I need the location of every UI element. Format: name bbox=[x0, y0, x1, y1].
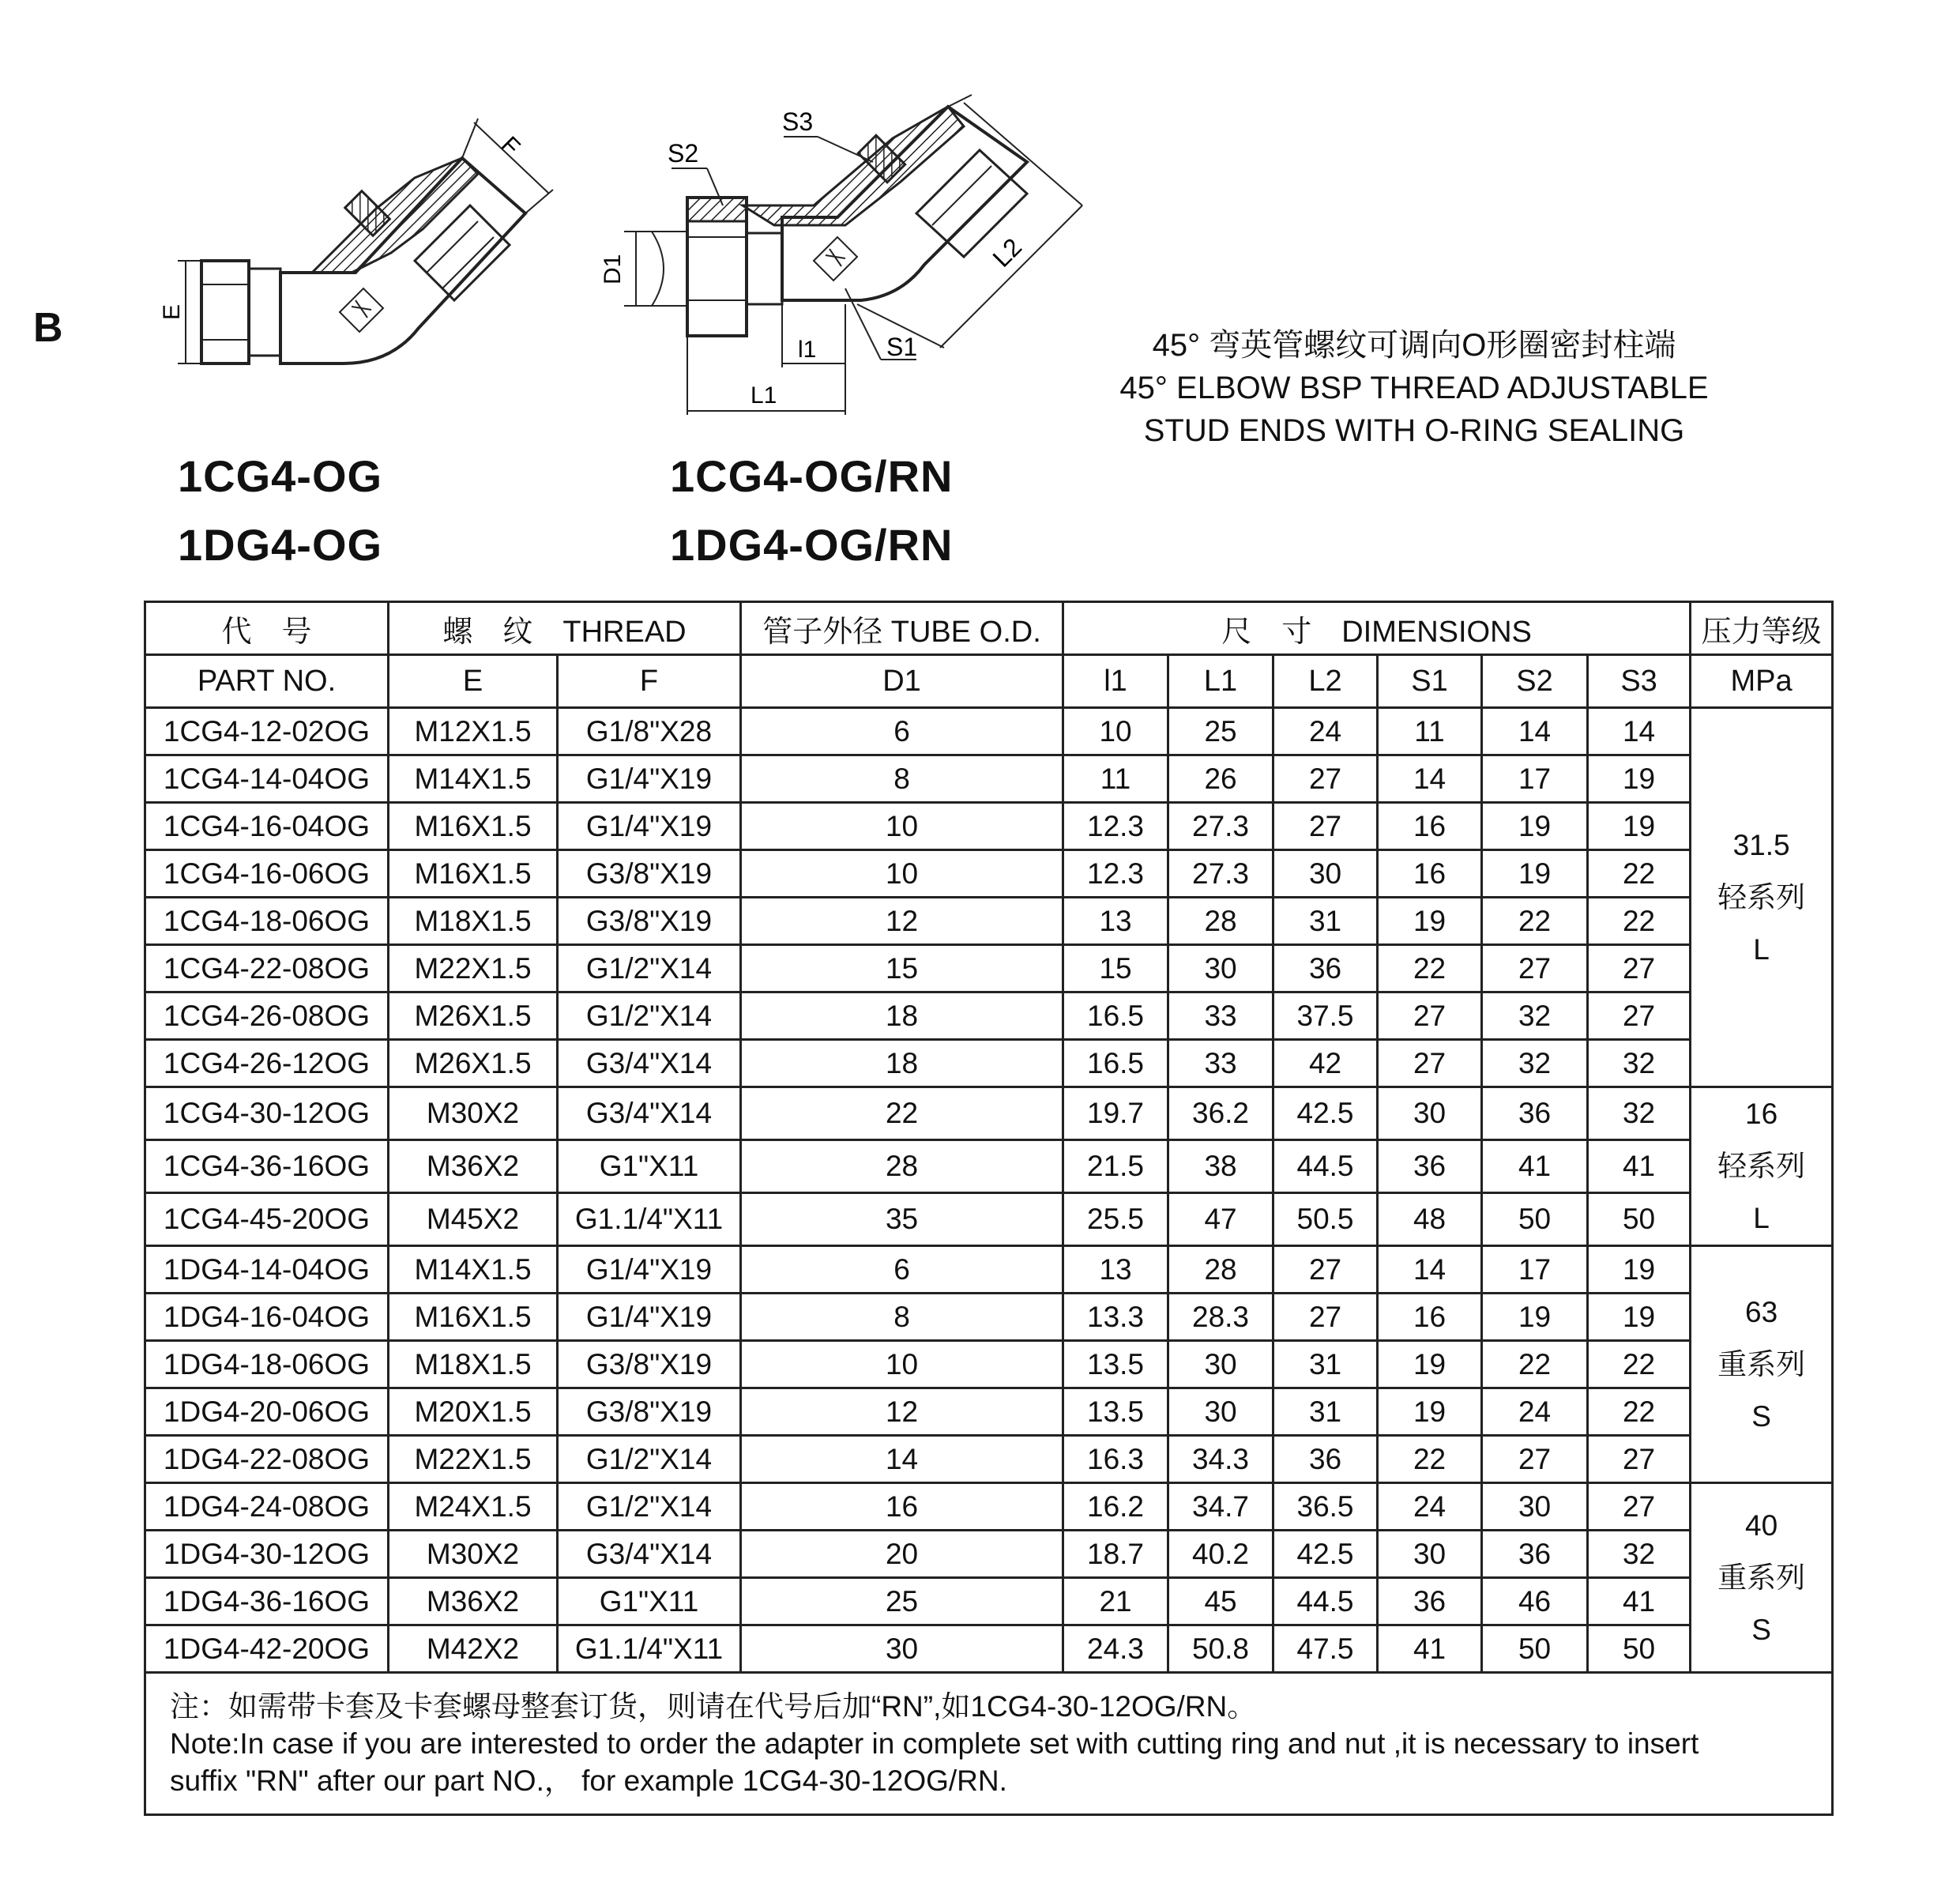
cell-dim-s3: 32 bbox=[1588, 1087, 1691, 1140]
cell-dim-l1: 40.2 bbox=[1168, 1531, 1273, 1578]
cell-dim-l1: 47 bbox=[1168, 1193, 1273, 1246]
cell-dim-s2: 41 bbox=[1482, 1140, 1588, 1193]
header-f: F bbox=[558, 655, 741, 708]
cell-tube-d1: 22 bbox=[741, 1087, 1063, 1140]
header-s3: S3 bbox=[1588, 655, 1691, 708]
label-s1: S1 bbox=[886, 333, 918, 361]
table-row bbox=[145, 898, 1833, 945]
label-l2: L2 bbox=[987, 232, 1028, 273]
cell-part-no: 1CG4-16-06OG bbox=[145, 850, 389, 898]
cell-dim-l1-small: 10 bbox=[1063, 708, 1168, 755]
header-l1-small: l1 bbox=[1063, 655, 1168, 708]
table-row bbox=[145, 755, 1833, 803]
cell-dim-s3: 32 bbox=[1588, 1531, 1691, 1578]
pressure-code: L bbox=[1753, 932, 1770, 966]
cell-dim-s2: 27 bbox=[1482, 1436, 1588, 1483]
cell-dim-l2: 42 bbox=[1273, 1040, 1378, 1087]
cell-dim-l1-small: 16.5 bbox=[1063, 1040, 1168, 1087]
cell-dim-l1-small: 12.3 bbox=[1063, 803, 1168, 850]
cell-part-no: 1DG4-30-12OG bbox=[145, 1531, 389, 1578]
cell-dim-l2: 31 bbox=[1273, 898, 1378, 945]
cell-thread-e: M42X2 bbox=[389, 1625, 558, 1673]
cell-thread-f: G1.1/4"X11 bbox=[558, 1193, 741, 1246]
table-row bbox=[145, 1294, 1833, 1341]
header-s1: S1 bbox=[1378, 655, 1482, 708]
cell-dim-s1: 36 bbox=[1378, 1578, 1482, 1625]
cell-part-no: 1DG4-16-04OG bbox=[145, 1294, 389, 1341]
cell-tube-d1: 18 bbox=[741, 992, 1063, 1040]
cell-dim-s2: 30 bbox=[1482, 1483, 1588, 1531]
cell-part-no: 1CG4-12-02OG bbox=[145, 708, 389, 755]
cell-dim-s1: 14 bbox=[1378, 755, 1482, 803]
table-row bbox=[145, 803, 1833, 850]
pressure-series: 重系列 bbox=[1717, 1347, 1806, 1380]
cell-thread-f: G3/8"X19 bbox=[558, 898, 741, 945]
cell-thread-f: G1/4"X19 bbox=[558, 803, 741, 850]
cell-dim-s2: 36 bbox=[1482, 1531, 1588, 1578]
cell-dim-l2: 36 bbox=[1273, 1436, 1378, 1483]
cell-dim-l2: 42.5 bbox=[1273, 1531, 1378, 1578]
cell-thread-e: M22X1.5 bbox=[389, 945, 558, 992]
cell-dim-l1-small: 13 bbox=[1063, 1246, 1168, 1294]
cell-dim-s3: 50 bbox=[1588, 1625, 1691, 1673]
cell-dim-s2: 19 bbox=[1482, 1294, 1588, 1341]
cell-thread-e: M16X1.5 bbox=[389, 1294, 558, 1341]
description-en-line1: 45° ELBOW BSP THREAD ADJUSTABLE bbox=[1119, 371, 1709, 405]
cell-dim-l1: 30 bbox=[1168, 945, 1273, 992]
pressure-value: 31.5 bbox=[1732, 828, 1790, 861]
cell-thread-e: M45X2 bbox=[389, 1193, 558, 1246]
cell-dim-l1: 33 bbox=[1168, 992, 1273, 1040]
cell-thread-f: G3/4"X14 bbox=[558, 1040, 741, 1087]
pressure-group bbox=[1691, 708, 1833, 1087]
label-f: F bbox=[496, 131, 525, 160]
cell-tube-d1: 16 bbox=[741, 1483, 1063, 1531]
cell-thread-e: M14X1.5 bbox=[389, 1246, 558, 1294]
table-row bbox=[145, 945, 1833, 992]
header-row-2 bbox=[145, 655, 1833, 708]
cell-dim-s3: 22 bbox=[1588, 1341, 1691, 1388]
cell-dim-s2: 22 bbox=[1482, 898, 1588, 945]
cell-thread-e: M30X2 bbox=[389, 1531, 558, 1578]
cell-dim-s1: 16 bbox=[1378, 850, 1482, 898]
cell-dim-s3: 50 bbox=[1588, 1193, 1691, 1246]
cell-dim-s2: 46 bbox=[1482, 1578, 1588, 1625]
cell-part-no: 1CG4-26-12OG bbox=[145, 1040, 389, 1087]
header-part-no: PART NO. bbox=[145, 655, 389, 708]
cell-dim-l1: 28.3 bbox=[1168, 1294, 1273, 1341]
pressure-value: 40 bbox=[1745, 1508, 1778, 1542]
label-l1-small: l1 bbox=[798, 337, 817, 363]
cell-thread-f: G1/2"X14 bbox=[558, 945, 741, 992]
cell-dim-l1: 30 bbox=[1168, 1341, 1273, 1388]
label-s2: S2 bbox=[668, 139, 699, 168]
section-letter: B bbox=[33, 305, 63, 351]
pressure-code: L bbox=[1753, 1202, 1770, 1234]
cell-dim-l2: 24 bbox=[1273, 708, 1378, 755]
table-row bbox=[145, 1140, 1833, 1193]
cell-dim-l1: 27.3 bbox=[1168, 850, 1273, 898]
cell-part-no: 1DG4-36-16OG bbox=[145, 1578, 389, 1625]
pressure-series: 轻系列 bbox=[1717, 1150, 1806, 1182]
cell-dim-l2: 30 bbox=[1273, 850, 1378, 898]
cell-dim-s1: 24 bbox=[1378, 1483, 1482, 1531]
note-row bbox=[145, 1673, 1833, 1815]
cell-thread-f: G1/4"X19 bbox=[558, 755, 741, 803]
cell-thread-e: M14X1.5 bbox=[389, 755, 558, 803]
header-l1: L1 bbox=[1168, 655, 1273, 708]
label-s3: S3 bbox=[782, 107, 814, 136]
cell-dim-l1-small: 16.5 bbox=[1063, 992, 1168, 1040]
cell-dim-l1-small: 13.5 bbox=[1063, 1388, 1168, 1436]
cell-thread-e: M24X1.5 bbox=[389, 1483, 558, 1531]
cell-dim-l2: 36 bbox=[1273, 945, 1378, 992]
cell-dim-s3: 19 bbox=[1588, 755, 1691, 803]
cell-dim-l2: 27 bbox=[1273, 803, 1378, 850]
cell-dim-l2: 44.5 bbox=[1273, 1140, 1378, 1193]
label-e: E bbox=[159, 303, 185, 320]
cell-dim-s2: 50 bbox=[1482, 1193, 1588, 1246]
cell-dim-s2: 27 bbox=[1482, 945, 1588, 992]
cell-dim-l1-small: 18.7 bbox=[1063, 1531, 1168, 1578]
table-row bbox=[145, 1483, 1833, 1531]
cell-dim-s3: 19 bbox=[1588, 1246, 1691, 1294]
cell-tube-d1: 15 bbox=[741, 945, 1063, 992]
label-d1: D1 bbox=[600, 254, 626, 284]
cell-dim-l1-small: 16.3 bbox=[1063, 1436, 1168, 1483]
table-row bbox=[145, 708, 1833, 755]
cell-dim-l1: 28 bbox=[1168, 1246, 1273, 1294]
table-row bbox=[145, 1625, 1833, 1673]
cell-thread-f: G3/8"X19 bbox=[558, 1341, 741, 1388]
cell-dim-l1: 30 bbox=[1168, 1388, 1273, 1436]
note-zh: 注：如需带卡套及卡套螺母整套订货，则请在代号后加“RN”,如1CG4-30-12OG/RN。 bbox=[170, 1690, 1257, 1723]
header-dimensions: 尺 寸 DIMENSIONS bbox=[1063, 602, 1691, 655]
cell-thread-e: M26X1.5 bbox=[389, 992, 558, 1040]
pressure-code: S bbox=[1751, 1613, 1771, 1646]
table-row bbox=[145, 992, 1833, 1040]
cell-tube-d1: 8 bbox=[741, 755, 1063, 803]
pressure-code: S bbox=[1751, 1399, 1771, 1433]
header-l2: L2 bbox=[1273, 655, 1378, 708]
cell-dim-l1-small: 13 bbox=[1063, 898, 1168, 945]
cell-tube-d1: 20 bbox=[741, 1531, 1063, 1578]
cell-dim-l1: 36.2 bbox=[1168, 1087, 1273, 1140]
cell-dim-l2: 50.5 bbox=[1273, 1193, 1378, 1246]
cell-thread-e: M26X1.5 bbox=[389, 1040, 558, 1087]
cell-thread-f: G1/8"X28 bbox=[558, 708, 741, 755]
cell-thread-e: M36X2 bbox=[389, 1140, 558, 1193]
cell-dim-l2: 27 bbox=[1273, 1294, 1378, 1341]
table-row bbox=[145, 1246, 1833, 1294]
pressure-series: 重系列 bbox=[1717, 1561, 1806, 1594]
cell-dim-s3: 27 bbox=[1588, 1436, 1691, 1483]
cell-dim-s3: 14 bbox=[1588, 708, 1691, 755]
cell-dim-s2: 14 bbox=[1482, 708, 1588, 755]
cell-dim-l2: 31 bbox=[1273, 1341, 1378, 1388]
cell-dim-l1-small: 24.3 bbox=[1063, 1625, 1168, 1673]
cell-dim-l1: 38 bbox=[1168, 1140, 1273, 1193]
cell-dim-s2: 32 bbox=[1482, 1040, 1588, 1087]
cell-thread-e: M18X1.5 bbox=[389, 898, 558, 945]
cell-dim-l1-small: 13.3 bbox=[1063, 1294, 1168, 1341]
table-row bbox=[145, 1388, 1833, 1436]
cell-dim-l1: 27.3 bbox=[1168, 803, 1273, 850]
cell-thread-f: G1"X11 bbox=[558, 1578, 741, 1625]
pressure-group bbox=[1691, 1483, 1833, 1673]
cell-part-no: 1CG4-26-08OG bbox=[145, 992, 389, 1040]
cell-dim-l2: 44.5 bbox=[1273, 1578, 1378, 1625]
cell-dim-l1-small: 12.3 bbox=[1063, 850, 1168, 898]
cell-tube-d1: 25 bbox=[741, 1578, 1063, 1625]
table-row bbox=[145, 1578, 1833, 1625]
cell-dim-s3: 27 bbox=[1588, 945, 1691, 992]
header-mpa: MPa bbox=[1691, 655, 1833, 708]
cell-dim-s3: 22 bbox=[1588, 850, 1691, 898]
cell-dim-s1: 14 bbox=[1378, 1246, 1482, 1294]
cell-dim-l2: 27 bbox=[1273, 755, 1378, 803]
cell-dim-l1: 26 bbox=[1168, 755, 1273, 803]
cell-tube-d1: 14 bbox=[741, 1436, 1063, 1483]
cell-tube-d1: 12 bbox=[741, 1388, 1063, 1436]
cell-tube-d1: 12 bbox=[741, 898, 1063, 945]
cell-dim-l2: 37.5 bbox=[1273, 992, 1378, 1040]
model-1dg4-og: 1DG4-OG bbox=[178, 520, 383, 570]
cell-dim-l1-small: 11 bbox=[1063, 755, 1168, 803]
cell-dim-s1: 48 bbox=[1378, 1193, 1482, 1246]
table-row bbox=[145, 1531, 1833, 1578]
cell-thread-f: G1.1/4"X11 bbox=[558, 1625, 741, 1673]
cell-part-no: 1CG4-16-04OG bbox=[145, 803, 389, 850]
cell-dim-s3: 41 bbox=[1588, 1578, 1691, 1625]
drawing-elbow-og-rn bbox=[577, 75, 1114, 427]
cell-dim-l1-small: 21 bbox=[1063, 1578, 1168, 1625]
description-zh: 45° 弯英管螺纹可调向O形圈密封柱端 bbox=[1152, 328, 1676, 363]
table-row bbox=[145, 1193, 1833, 1246]
cell-tube-d1: 6 bbox=[741, 1246, 1063, 1294]
cell-dim-l1-small: 25.5 bbox=[1063, 1193, 1168, 1246]
cell-dim-s3: 22 bbox=[1588, 1388, 1691, 1436]
cell-dim-l1: 34.7 bbox=[1168, 1483, 1273, 1531]
cell-dim-s1: 30 bbox=[1378, 1087, 1482, 1140]
cell-thread-e: M20X1.5 bbox=[389, 1388, 558, 1436]
cell-dim-s2: 19 bbox=[1482, 850, 1588, 898]
cell-thread-e: M16X1.5 bbox=[389, 803, 558, 850]
cell-dim-l2: 47.5 bbox=[1273, 1625, 1378, 1673]
cell-tube-d1: 35 bbox=[741, 1193, 1063, 1246]
table-row bbox=[145, 1040, 1833, 1087]
note-en-line2: suffix "RN" after our part NO.， for example 1CG4-30-12OG/RN. bbox=[170, 1765, 1007, 1797]
cell-dim-l2: 31 bbox=[1273, 1388, 1378, 1436]
pressure-value: 16 bbox=[1745, 1098, 1778, 1130]
cell-tube-d1: 10 bbox=[741, 850, 1063, 898]
cell-dim-l1: 34.3 bbox=[1168, 1436, 1273, 1483]
table-row bbox=[145, 1341, 1833, 1388]
pressure-group bbox=[1691, 1087, 1833, 1246]
cell-part-no: 1CG4-30-12OG bbox=[145, 1087, 389, 1140]
pressure-group bbox=[1691, 1246, 1833, 1483]
cell-dim-s3: 27 bbox=[1588, 992, 1691, 1040]
cell-part-no: 1CG4-36-16OG bbox=[145, 1140, 389, 1193]
cell-dim-s1: 30 bbox=[1378, 1531, 1482, 1578]
cell-dim-s1: 27 bbox=[1378, 1040, 1482, 1087]
cell-dim-s1: 27 bbox=[1378, 992, 1482, 1040]
cell-dim-l1-small: 15 bbox=[1063, 945, 1168, 992]
cell-dim-s1: 16 bbox=[1378, 1294, 1482, 1341]
cell-dim-l1: 25 bbox=[1168, 708, 1273, 755]
cell-thread-f: G1/4"X19 bbox=[558, 1246, 741, 1294]
cell-dim-l2: 27 bbox=[1273, 1246, 1378, 1294]
cell-thread-e: M16X1.5 bbox=[389, 850, 558, 898]
cell-thread-e: M18X1.5 bbox=[389, 1341, 558, 1388]
cell-part-no: 1CG4-45-20OG bbox=[145, 1193, 389, 1246]
cell-thread-e: M22X1.5 bbox=[389, 1436, 558, 1483]
cell-dim-s1: 41 bbox=[1378, 1625, 1482, 1673]
cell-dim-l1-small: 19.7 bbox=[1063, 1087, 1168, 1140]
header-row-1 bbox=[145, 602, 1833, 655]
description-en-line2: STUD ENDS WITH O-RING SEALING bbox=[1143, 413, 1685, 448]
note-en-line1: Note:In case if you are interested to order the adapter in complete set with cutting ring and nut ,it is necessary to insert bbox=[170, 1727, 1699, 1760]
cell-part-no: 1CG4-14-04OG bbox=[145, 755, 389, 803]
cell-tube-d1: 6 bbox=[741, 708, 1063, 755]
cell-dim-s3: 41 bbox=[1588, 1140, 1691, 1193]
cell-dim-l1: 33 bbox=[1168, 1040, 1273, 1087]
cell-thread-e: M36X2 bbox=[389, 1578, 558, 1625]
cell-thread-f: G1/2"X14 bbox=[558, 1483, 741, 1531]
header-s2: S2 bbox=[1482, 655, 1588, 708]
cell-dim-s1: 36 bbox=[1378, 1140, 1482, 1193]
model-1cg4-og: 1CG4-OG bbox=[178, 451, 383, 501]
cell-dim-s3: 19 bbox=[1588, 803, 1691, 850]
cell-dim-s1: 22 bbox=[1378, 945, 1482, 992]
cell-thread-e: M30X2 bbox=[389, 1087, 558, 1140]
cell-dim-s3: 22 bbox=[1588, 898, 1691, 945]
cell-tube-d1: 8 bbox=[741, 1294, 1063, 1341]
cell-tube-d1: 10 bbox=[741, 1341, 1063, 1388]
cell-tube-d1: 30 bbox=[741, 1625, 1063, 1673]
header-d1: D1 bbox=[741, 655, 1063, 708]
header-pressure: 压力等级 bbox=[1691, 602, 1833, 655]
cell-dim-s3: 32 bbox=[1588, 1040, 1691, 1087]
cell-thread-f: G1/2"X14 bbox=[558, 992, 741, 1040]
cell-part-no: 1DG4-22-08OG bbox=[145, 1436, 389, 1483]
cell-dim-l1-small: 21.5 bbox=[1063, 1140, 1168, 1193]
cell-part-no: 1DG4-14-04OG bbox=[145, 1246, 389, 1294]
cell-dim-s1: 16 bbox=[1378, 803, 1482, 850]
header-part-zh: 代 号 bbox=[145, 602, 389, 655]
label-l1: L1 bbox=[751, 382, 777, 409]
spec-table bbox=[144, 601, 1834, 1816]
cell-thread-e: M12X1.5 bbox=[389, 708, 558, 755]
cell-dim-s1: 19 bbox=[1378, 1388, 1482, 1436]
header-tube-od: 管子外径 TUBE O.D. bbox=[741, 602, 1063, 655]
cell-dim-l2: 36.5 bbox=[1273, 1483, 1378, 1531]
cell-thread-f: G3/4"X14 bbox=[558, 1531, 741, 1578]
cell-part-no: 1DG4-42-20OG bbox=[145, 1625, 389, 1673]
cell-dim-s3: 19 bbox=[1588, 1294, 1691, 1341]
cell-part-no: 1CG4-18-06OG bbox=[145, 898, 389, 945]
cell-dim-l1: 28 bbox=[1168, 898, 1273, 945]
cell-dim-l1-small: 13.5 bbox=[1063, 1341, 1168, 1388]
cell-dim-s2: 17 bbox=[1482, 1246, 1588, 1294]
model-1cg4-og-rn: 1CG4-OG/RN bbox=[670, 451, 954, 501]
cell-dim-l1: 50.8 bbox=[1168, 1625, 1273, 1673]
drawing-elbow-og bbox=[154, 103, 565, 403]
cell-thread-f: G1/4"X19 bbox=[558, 1294, 741, 1341]
cell-part-no: 1DG4-20-06OG bbox=[145, 1388, 389, 1436]
cell-dim-s1: 19 bbox=[1378, 898, 1482, 945]
cell-tube-d1: 10 bbox=[741, 803, 1063, 850]
model-1dg4-og-rn: 1DG4-OG/RN bbox=[670, 520, 954, 570]
cell-dim-s3: 27 bbox=[1588, 1483, 1691, 1531]
cell-part-no: 1DG4-18-06OG bbox=[145, 1341, 389, 1388]
cell-dim-s1: 19 bbox=[1378, 1341, 1482, 1388]
cell-part-no: 1DG4-24-08OG bbox=[145, 1483, 389, 1531]
cell-dim-s2: 32 bbox=[1482, 992, 1588, 1040]
order-note bbox=[145, 1673, 1833, 1815]
product-description bbox=[1059, 324, 1770, 452]
cell-part-no: 1CG4-22-08OG bbox=[145, 945, 389, 992]
cell-tube-d1: 18 bbox=[741, 1040, 1063, 1087]
cell-dim-s2: 24 bbox=[1482, 1388, 1588, 1436]
table-row bbox=[145, 1436, 1833, 1483]
table-row bbox=[145, 850, 1833, 898]
cell-dim-l1-small: 16.2 bbox=[1063, 1483, 1168, 1531]
cell-dim-s2: 50 bbox=[1482, 1625, 1588, 1673]
cell-thread-f: G3/8"X19 bbox=[558, 1388, 741, 1436]
cell-dim-s1: 22 bbox=[1378, 1436, 1482, 1483]
table-row bbox=[145, 1087, 1833, 1140]
cell-thread-f: G1/2"X14 bbox=[558, 1436, 741, 1483]
header-e: E bbox=[389, 655, 558, 708]
cell-thread-f: G3/8"X19 bbox=[558, 850, 741, 898]
cell-tube-d1: 28 bbox=[741, 1140, 1063, 1193]
cell-thread-f: G1"X11 bbox=[558, 1140, 741, 1193]
cell-dim-s2: 19 bbox=[1482, 803, 1588, 850]
cell-dim-s2: 17 bbox=[1482, 755, 1588, 803]
cell-dim-s1: 11 bbox=[1378, 708, 1482, 755]
cell-thread-f: G3/4"X14 bbox=[558, 1087, 741, 1140]
cell-dim-l2: 42.5 bbox=[1273, 1087, 1378, 1140]
pressure-series: 轻系列 bbox=[1717, 880, 1806, 913]
header-thread: 螺 纹 THREAD bbox=[389, 602, 741, 655]
cell-dim-l1: 45 bbox=[1168, 1578, 1273, 1625]
cell-dim-s2: 36 bbox=[1482, 1087, 1588, 1140]
cell-dim-s2: 22 bbox=[1482, 1341, 1588, 1388]
pressure-value: 63 bbox=[1745, 1295, 1778, 1328]
